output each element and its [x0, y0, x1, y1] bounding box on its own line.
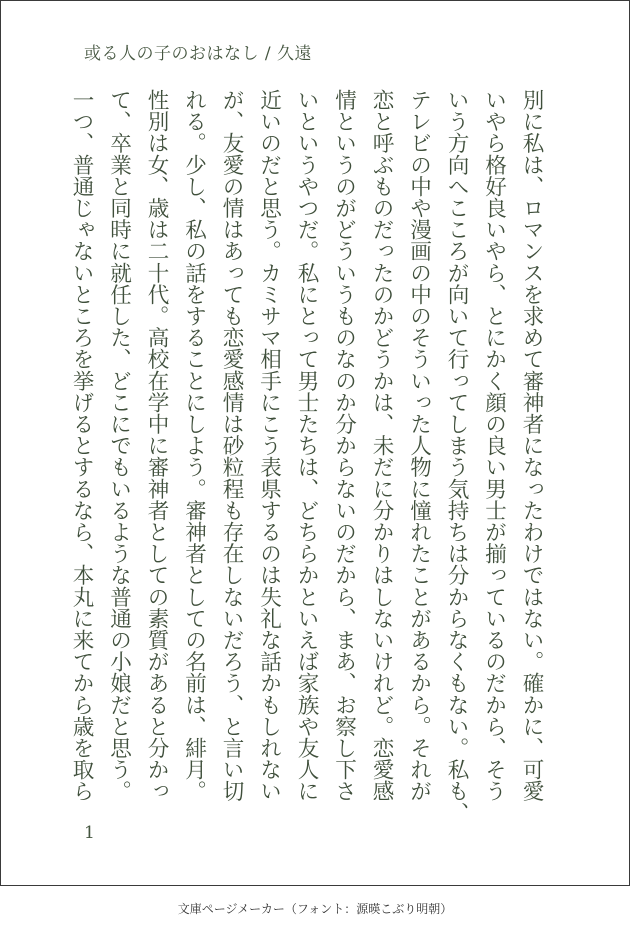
body-text: 別に私は、ロマンスを求めて審神者になったわけではない。確かに、可愛 いやら格好良いやら、とにかく顔の良い男士が揃っているのだから、そう いう方向へこころが向いて行ってしまう気持ちは分からなくもない。私も、 テレビの中や漫画の中のそういった人物に憧れたことがあるから。それが 恋と呼ぶものだったのかどうかは、未だに分かりはしないけれど。恋愛感 情というのがどういうものなのか分からないのだから、まあ、お察し下さ いというやつだ。私にとって男士たちは、どちらかといえば家族や友人に 近いのだと思う。カミサマ相手にこう表県するのは失礼な話かもしれない が、友愛の情はあっても恋愛感情は砂粒程も存在しないだろう、と言い切 れる。少し、私の話をすることにしよう。審神者としての名前は、緋月。 性別は女、歳は二十代。高校在学中に審神者としての素質があると分かっ て、卒業と同時に就任した、どこにでもいるような普通の小娘だと思う。 一つ、普通じゃないところを挙げるとするなら、本丸に来てから歳を取ら	[69, 89, 544, 824]
page-number: 1	[84, 823, 95, 843]
page-title: 或る人の子のおはなし / 久遠	[84, 44, 313, 64]
footer-credit: 文庫ページメーカー（フォント：源暎こぶり明朝）	[177, 902, 453, 916]
